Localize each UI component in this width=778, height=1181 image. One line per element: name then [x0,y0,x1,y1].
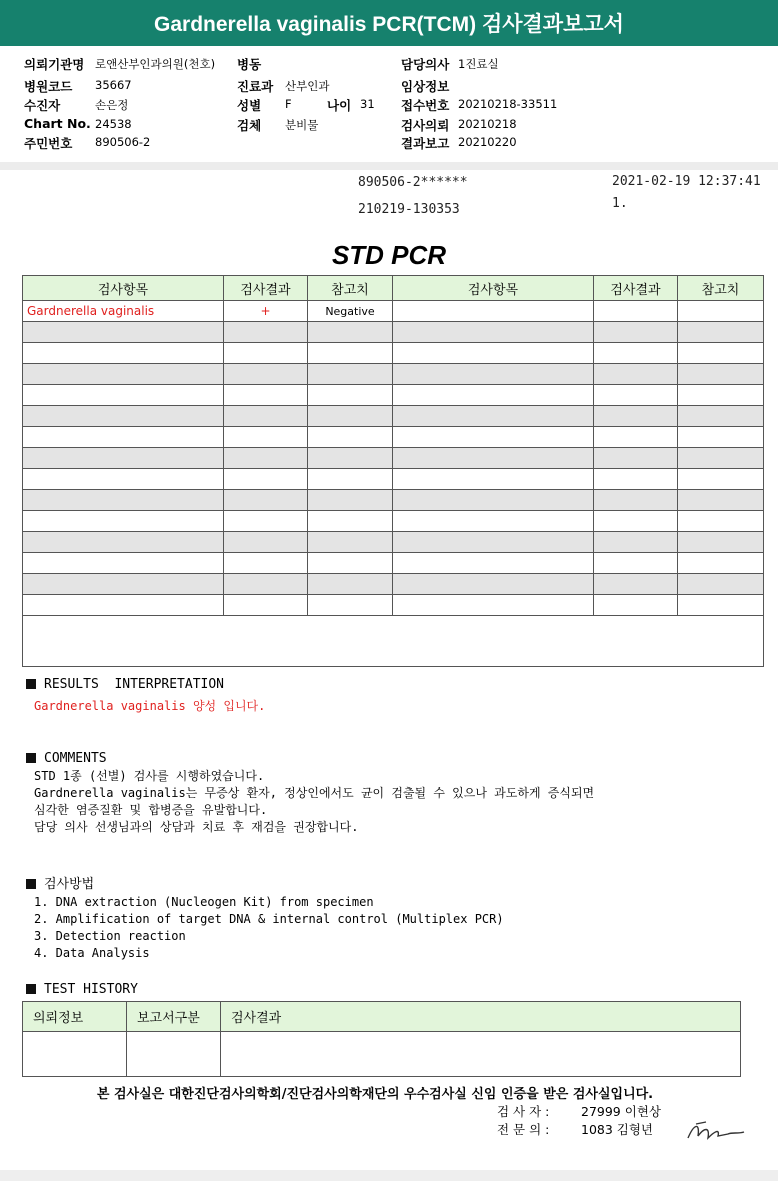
print-datetime: 2021-02-19 12:37:41 [612,174,761,189]
dept-value: 산부인과 [285,79,330,93]
table-row [23,1032,741,1077]
institution-value: 로앤산부인과의원(천호) [95,57,216,71]
doctor-value: 1진료실 [458,57,499,71]
clinical-label: 임상정보 [401,79,450,94]
masked-id: 890506-2****** [358,175,468,190]
header-result-2: 검사결과 [594,276,678,301]
table-row [23,427,764,448]
history-header-row [23,1002,741,1032]
comment-line: 심각한 염증질환 및 합병증을 유발합니다. [34,803,268,817]
comment-line: Gardnerella vaginalis는 무증상 환자, 정상인에서도 균이 검출될 수 있으나 과도하게 증식되면 [34,786,595,800]
sex-value: F [285,97,292,111]
patient-label: 수진자 [24,98,61,113]
page-number: 1. [612,196,628,211]
signature-icon [684,1114,750,1146]
bullet-square-icon [26,679,36,689]
table-row [23,511,764,532]
hospital-code-value: 35667 [95,78,132,92]
table-row [23,490,764,511]
table-row [23,322,764,343]
header-item-1: 검사항목 [23,276,224,301]
table-row [23,532,764,553]
method-line: 2. Amplification of target DNA & internal control (Multiplex PCR) [34,912,504,926]
report-title: Gardnerella vaginalis PCR(TCM) 검사결과보고서 [0,0,778,46]
separator-band [0,162,778,170]
age-value: 31 [360,97,375,111]
table-row [23,301,764,322]
bullet-square-icon [26,984,36,994]
institution-label: 의뢰기관명 [24,57,85,72]
report-date-value: 20210220 [458,135,517,149]
result-item: Gardnerella vaginalis [23,301,224,322]
doctor-label: 담당의사 [401,57,450,72]
method-line: 1. DNA extraction (Nucleogen Kit) from specimen [34,895,374,909]
specialist-label: 전 문 의 : [497,1122,550,1137]
sample-code: 210219-130353 [358,202,460,217]
results-table [22,275,764,667]
request-label: 검사의뢰 [401,118,450,133]
section-title: STD PCR [331,240,447,270]
tester-value: 27999 이현상 [581,1104,661,1119]
resident-label: 주민번호 [24,136,73,151]
bottom-band [0,1170,778,1181]
hospital-code-label: 병원코드 [24,79,73,94]
table-row [23,574,764,595]
ward-label: 병동 [237,57,262,72]
comment-line: STD 1종 (선별) 검사를 시행하였습니다. [34,769,265,783]
interpretation-text: Gardnerella vaginalis 양성 입니다. [34,699,266,713]
receipt-value: 20210218-33511 [458,97,558,111]
method-line: 3. Detection reaction [34,929,186,943]
history-header-request: 의뢰정보 [23,1002,127,1032]
result-value: + [224,301,308,322]
history-heading: TEST HISTORY [44,982,138,997]
method-line: 4. Data Analysis [34,946,150,960]
history-header-result: 검사결과 [221,1002,741,1032]
history-header-type: 보고서구분 [127,1002,221,1032]
age-label: 나이 [327,98,352,113]
table-row [23,343,764,364]
specialist-value: 1083 김형년 [581,1122,654,1137]
table-row [23,385,764,406]
history-table [22,1001,741,1077]
table-row [23,406,764,427]
sex-label: 성별 [237,98,262,113]
patient-value: 손은정 [95,98,129,112]
table-row [23,469,764,490]
tester-label: 검 사 자 : [497,1104,550,1119]
method-section [26,873,504,962]
receipt-label: 접수번호 [401,98,450,113]
chart-value: 24538 [95,117,132,131]
patient-info [0,46,778,162]
comments-section [26,751,594,836]
dept-label: 진료과 [237,79,274,94]
specimen-label: 검체 [237,118,262,133]
table-blank-area [23,616,764,667]
report-date-label: 결과보고 [401,136,450,151]
interpretation-heading: RESULTS INTERPRETATION [44,677,225,692]
specimen-value: 분비물 [285,118,319,132]
header-item-2: 검사항목 [393,276,594,301]
header-ref-1: 참고치 [308,276,393,301]
header-result-1: 검사결과 [224,276,308,301]
history-section [26,982,138,997]
chart-label: Chart No. [24,116,91,131]
results-header-row [23,276,764,301]
method-heading: 검사방법 [44,877,95,892]
resident-value: 890506-2 [95,135,151,149]
comment-line: 담당 의사 선생님과의 상담과 치료 후 재검을 권장합니다. [34,820,359,834]
certification-note: 본 검사실은 대한진단검사의학회/진단검사의학재단의 우수검사실 신임 인증을 받은 검사실입니다. [96,1087,654,1102]
result-reference: Negative [308,301,393,322]
table-row [23,553,764,574]
header-ref-2: 참고치 [678,276,764,301]
interpretation-section [26,677,265,715]
table-row [23,595,764,616]
comments-heading: COMMENTS [44,751,107,766]
bullet-square-icon [26,879,36,889]
table-row [23,364,764,385]
bullet-square-icon [26,753,36,763]
request-value: 20210218 [458,117,517,131]
table-row [23,448,764,469]
